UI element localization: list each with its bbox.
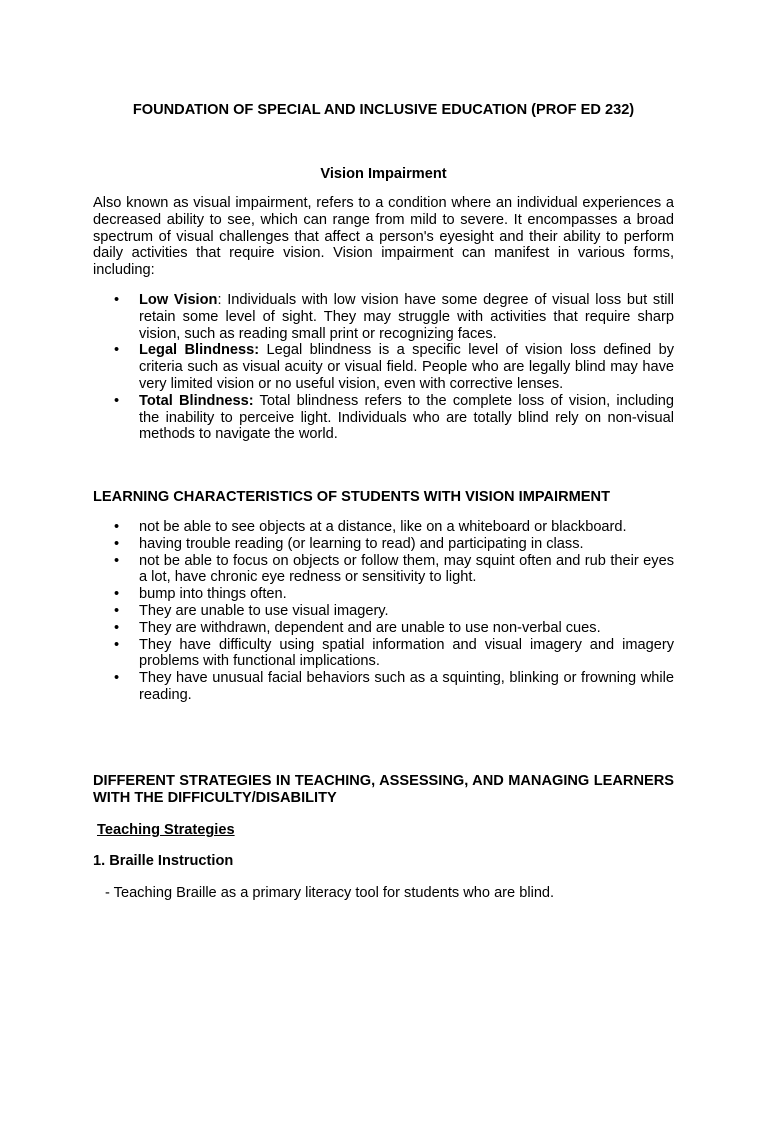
list-item-text: They have difficulty using spatial information and visual imagery and imagery problems with functional implications.: [139, 636, 674, 670]
list-item: [93, 603, 674, 620]
bullet-icon: •: [114, 392, 120, 409]
bullet-icon: •: [114, 291, 120, 308]
document-title: FOUNDATION OF SPECIAL AND INCLUSIVE EDUCATION (PROF ED 232): [132, 102, 635, 118]
list-item: [93, 586, 674, 603]
list-item-text: : Individuals with low vision have some degree of visual loss but still retain some level of sight. They may struggle with activities that require sharp vision, such as reading small print or recognizing faces.: [139, 291, 675, 342]
bullet-icon: •: [114, 586, 120, 603]
list-item-term: Low Vision: [139, 291, 218, 308]
list-item-text: They are withdrawn, dependent and are unable to use non-verbal cues.: [139, 619, 601, 636]
braille-instruction-heading: 1. Braille Instruction: [93, 853, 234, 870]
list-item: [93, 519, 674, 536]
list-item-text: having trouble reading (or learning to read) and participating in class.: [139, 535, 584, 552]
list-item-text: not be able to focus on objects or follow them, may squint often and rub their eyes a lot, have chronic eye redness or sensitivity to light.: [139, 552, 674, 586]
list-item: [93, 670, 674, 704]
bullet-icon: •: [114, 636, 120, 653]
braille-instruction-text: - Teaching Braille as a primary literacy tool for students who are blind.: [105, 884, 555, 901]
teaching-strategies-heading: Teaching Strategies: [97, 822, 235, 839]
bullet-icon: •: [114, 602, 120, 619]
list-item: [93, 637, 674, 671]
list-item: [93, 536, 674, 553]
list-item-text: Total blindness refers to the complete loss of vision, including the inability to perceive light. Individuals who are totally blind rely on non-visual methods to navigate the world.: [139, 392, 674, 443]
bullet-icon: •: [114, 619, 120, 636]
vision-types-list: [93, 292, 674, 443]
bullet-icon: •: [114, 342, 120, 359]
list-item: [93, 553, 674, 587]
list-item: [93, 620, 674, 637]
bullet-icon: •: [114, 535, 120, 552]
document-page: [0, 100, 768, 1124]
list-item-text: not be able to see objects at a distance, like on a whiteboard or blackboard.: [139, 518, 627, 535]
list-item-text: bump into things often.: [139, 586, 287, 603]
learning-characteristics-heading: LEARNING CHARACTERISTICS OF STUDENTS WITH VISION IMPAIRMENT: [93, 489, 610, 506]
list-item-text: Legal blindness is a specific level of vision loss defined by criteria such as visual acuity or visual field. People who are legally blind may have very limited vision or no useful vision, even with corrective lenses.: [139, 342, 674, 392]
bullet-icon: •: [114, 518, 120, 535]
strategies-heading: DIFFERENT STRATEGIES IN TEACHING, ASSESSING, AND MANAGING LEARNERS WITH THE DIFFICULTY/DISABILITY: [93, 772, 674, 806]
list-item-term: Total Blindness:: [139, 392, 254, 409]
list-item: [93, 393, 674, 443]
bullet-icon: •: [114, 552, 120, 569]
bullet-icon: •: [114, 670, 120, 687]
vision-impairment-title: Vision Impairment: [320, 166, 447, 182]
list-item: [93, 342, 674, 392]
list-item-term: Legal Blindness:: [139, 342, 260, 359]
list-item-text: They are unable to use visual imagery.: [139, 602, 389, 619]
list-item: [93, 292, 674, 342]
learning-characteristics-list: [93, 519, 674, 704]
vision-intro-paragraph: Also known as visual impairment, refers to a condition where an individual experiences a decreased ability to see, which can range from mild to severe. It encompasses a broad spectrum of visual challenges that affect a person's eyesight and their ability to perform daily activities that require vision. Vision impairment can manifest in various forms, including:: [93, 195, 674, 279]
list-item-text: They have unusual facial behaviors such as a squinting, blinking or frowning while reading.: [139, 670, 674, 703]
